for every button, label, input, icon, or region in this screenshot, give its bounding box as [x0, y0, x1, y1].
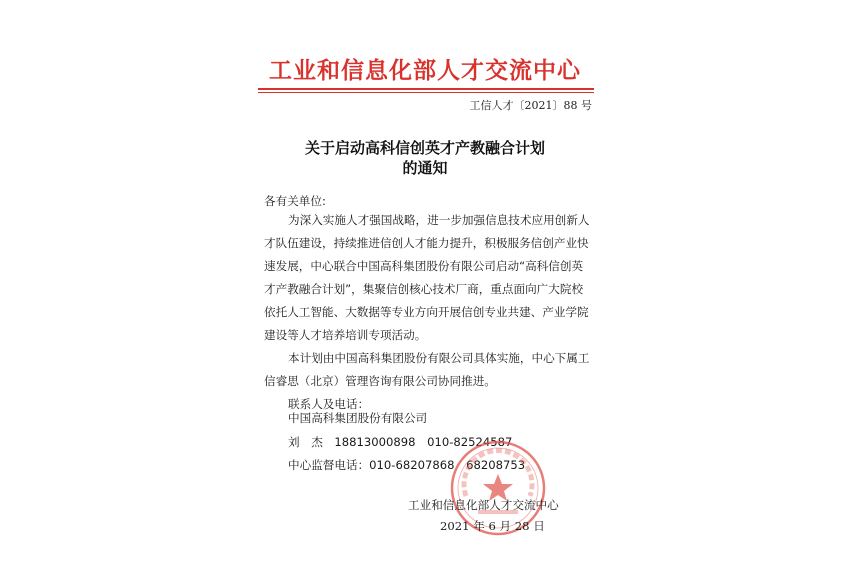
paragraph1-line-5: 依托人工智能、大数据等专业方向开展信创专业共建、产业学院: [264, 305, 589, 319]
document-title-line-1: 关于启动高科信创英才产教融合计划: [304, 139, 545, 157]
paragraph2-line-2: 信睿思（北京）管理咨询有限公司协同推进。: [264, 374, 496, 388]
paragraph1-line-3: 速发展，中心联合中国高科集团股份有限公司启动“高科信创英: [264, 259, 584, 273]
organization-header: 工业和信息化部人才交流中心: [269, 57, 581, 84]
document-title-line-2: 的通知: [402, 159, 448, 177]
signature-date: 2021 年 6 月 28 日: [440, 519, 545, 533]
paragraph1-line-2: 才队伍建设，持续推进信创人才能力提升，积极服务信创产业快: [264, 236, 589, 250]
paragraph2-line-1: 本计划由中国高科集团股份有限公司具体实施，中心下属工: [288, 351, 590, 365]
paragraph1-line-1: 为深入实施人才强国战略，进一步加强信息技术应用创新人: [288, 213, 590, 227]
salutation: 各有关单位:: [264, 194, 326, 208]
contact-company: 中国高科集团股份有限公司: [288, 411, 428, 425]
paragraph1-line-6: 建设等人才培养培训专项活动。: [264, 328, 427, 342]
header-rule-thin: [258, 92, 594, 93]
contact-person: 刘 杰 18813000898 010-82524587: [288, 435, 513, 449]
paragraph1-line-4: 才产教融合计划”，集聚信创核心技术厂商，重点面向广大院校: [264, 282, 584, 296]
header-rule-thick: [258, 88, 594, 90]
supervision-phone: 中心监督电话：010-68207868 68208753: [288, 458, 526, 472]
signature-organization: 工业和信息化部人才交流中心: [408, 498, 559, 512]
document-number: 工信人才〔2021〕88 号: [469, 99, 592, 112]
contacts-heading: 联系人及电话：: [288, 397, 370, 411]
